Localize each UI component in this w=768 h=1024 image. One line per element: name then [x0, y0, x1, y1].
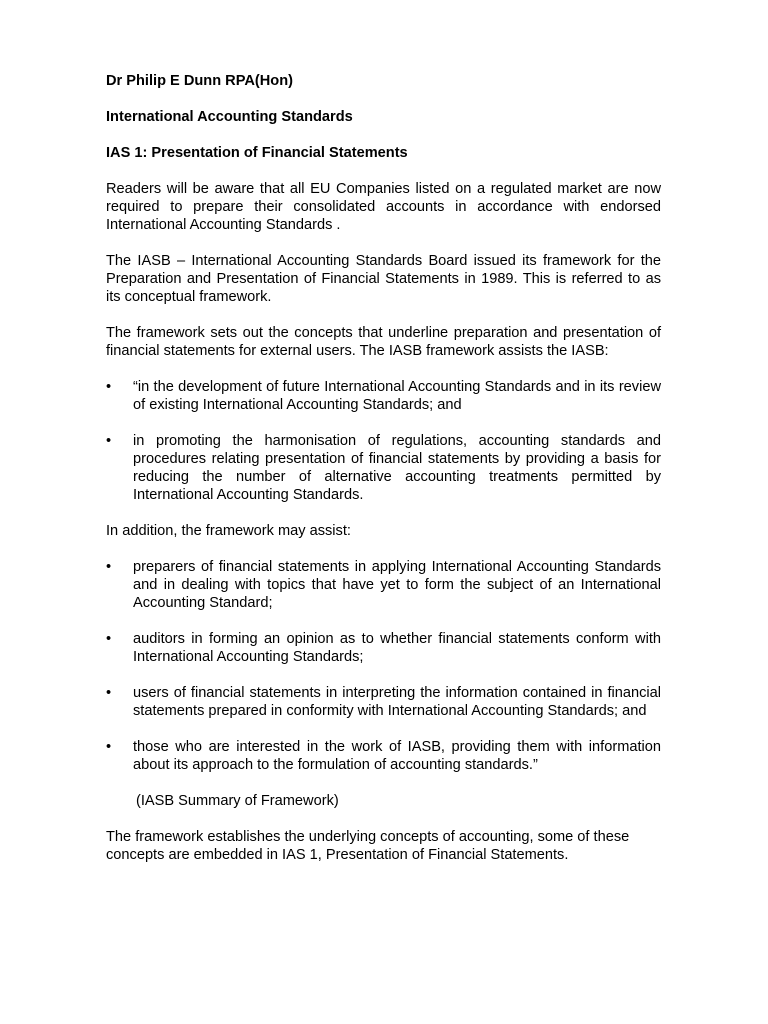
- bullet-icon: •: [106, 685, 112, 701]
- addition-paragraph: In addition, the framework may assist:: [106, 523, 351, 539]
- list-item: [106, 630, 661, 666]
- assists-bullet-list: [106, 378, 661, 504]
- citation: (IASB Summary of Framework): [136, 793, 339, 809]
- list-item: [106, 684, 661, 720]
- bullet-icon: •: [106, 559, 112, 575]
- list-item: [106, 558, 661, 612]
- list-item-text: preparers of financial statements in applying International Accounting Standards and in dealing with topics that have yet to form the subject of an International Accounting Standard;: [133, 559, 661, 611]
- framework-paragraph: The framework sets out the concepts that underline preparation and presentation of financial statements for external users. The IASB framework assists the IASB:: [106, 325, 661, 359]
- bullet-icon: •: [106, 739, 112, 755]
- list-item: [106, 378, 661, 414]
- author-heading: Dr Philip E Dunn RPA(Hon): [106, 73, 293, 89]
- bullet-icon: •: [106, 433, 112, 449]
- list-item-text: those who are interested in the work of IASB, providing them with information about its approach to the formulation of accounting standards.”: [133, 739, 661, 773]
- intro-paragraph: Readers will be aware that all EU Companies listed on a regulated market are now required to prepare their consolidated accounts in accordance with endorsed International Accounting Standards .: [106, 181, 661, 233]
- bullet-icon: •: [106, 379, 112, 395]
- iasb-paragraph: The IASB – International Accounting Standards Board issued its framework for the Preparation and Presentation of Financial Statements in 1989. This is referred to as its conceptual framework.: [106, 253, 661, 305]
- document-page: [106, 72, 661, 882]
- addition-bullet-list: [106, 558, 661, 774]
- bullet-icon: •: [106, 631, 112, 647]
- list-item-text: users of financial statements in interpreting the information contained in financial statements prepared in conformity with International Accounting Standards; and: [133, 685, 661, 719]
- closing-paragraph: The framework establishes the underlying concepts of accounting, some of these concepts are embedded in IAS 1, Presentation of Financial Statements.: [106, 829, 630, 863]
- subject-heading: International Accounting Standards: [106, 109, 353, 125]
- document-title: IAS 1: Presentation of Financial Statements: [106, 145, 408, 161]
- list-item-text: “in the development of future International Accounting Standards and in its review of existing International Accounting Standards; and: [133, 379, 661, 413]
- list-item: [106, 738, 661, 774]
- list-item: [106, 432, 661, 504]
- list-item-text: auditors in forming an opinion as to whether financial statements conform with International Accounting Standards;: [133, 631, 661, 665]
- list-item-text: in promoting the harmonisation of regulations, accounting standards and procedures relating presentation of financial statements by providing a basis for reducing the number of alternative accounting treatments permitted by International Accounting Standards.: [133, 433, 661, 503]
